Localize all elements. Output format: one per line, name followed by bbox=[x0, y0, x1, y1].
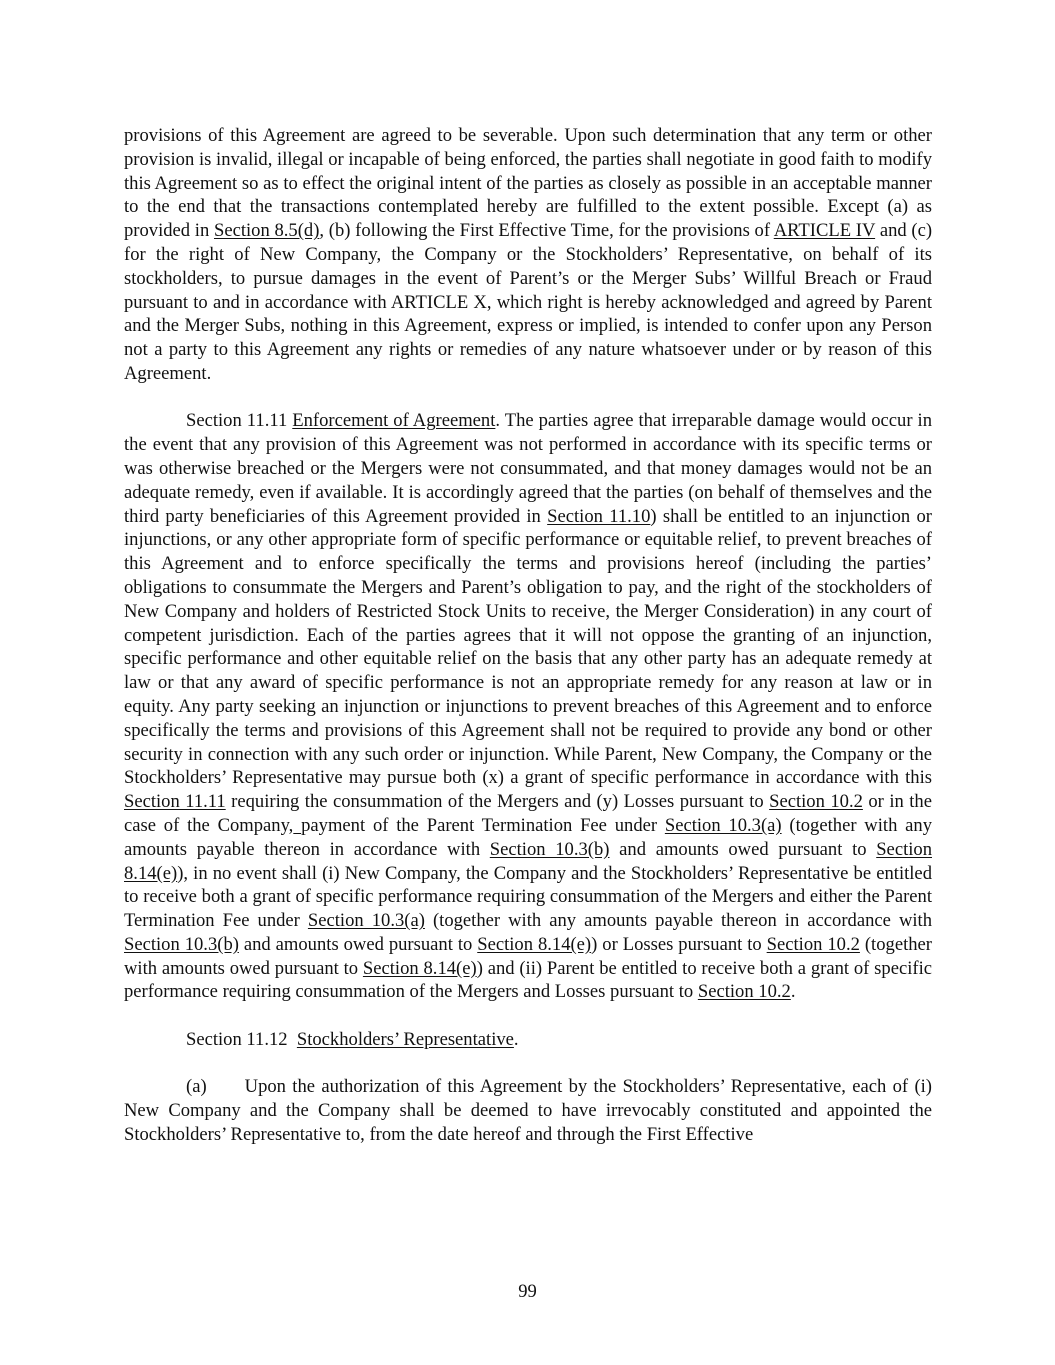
cross-reference: Section 10.2 bbox=[769, 791, 863, 813]
cross-reference: Section 10.3(a) bbox=[307, 910, 425, 932]
section-heading: Enforcement of Agreement bbox=[292, 410, 496, 432]
cross-reference: Section 10.2 bbox=[697, 981, 791, 1003]
cross-reference: Section 8.14(e) bbox=[362, 957, 477, 979]
body-text: and amounts owed pursuant to bbox=[609, 838, 877, 860]
body-text: ), in no event shall (i) New Company, the Company and the Stockholders’ Representative be entitled to receive both a grant of specific performance requiring consummation of the Mergers and either the Parent Termination Fee under bbox=[124, 862, 932, 932]
body-text: . The parties agree that irreparable damage would occur in the event that any provision of this Agreement was not performed in accordance with its specific terms or was otherwise breached or the Mergers were not consummated, and that money damages would not be an adequate remedy, even if available. It is accordingly agreed that the parties (on behalf of themselves and the third party beneficiaries of this Agreement provided in bbox=[124, 410, 933, 527]
body-text: requiring the consummation of the Mergers and (y) Losses pursuant to bbox=[225, 791, 770, 813]
body-text: (together with amounts owed pursuant to bbox=[124, 933, 932, 979]
section-number: Section 11.11 bbox=[186, 410, 293, 432]
body-text: ) or Losses pursuant to bbox=[591, 933, 767, 955]
body-text: payment of the Parent Termination Fee under bbox=[301, 814, 665, 836]
paragraph-severability bbox=[124, 124, 932, 386]
cross-reference: Section 10.3(a) bbox=[664, 814, 782, 836]
cross-reference: Section 11.11 bbox=[124, 791, 226, 813]
body-text: provisions of this Agreement are agreed to be severable. Upon such determination that any term or other provision is invalid, illegal or incapable of being enforced, the parties shall negotiate in good faith to modify this Agreement so as to effect the original intent of the parties as closely as possible in an acceptable manner to the end that the transactions contemplated hereby are fulfilled to the extent possible. Except (a) as provided in bbox=[124, 125, 932, 242]
body-text: and (c) for the right of New Company, the Company or the Stockholders’ Representative, on behalf of its stockholders, to pursue damages in the event of Parent’s or the Merger Subs’ Willful Breach or Fraud pursuant to and in accordance with ARTICLE X, which right is hereby acknowledged and agreed by Parent and the Merger Subs, nothing in this Agreement, express or implied, is intended to confer upon any Person not a party to this Agreement any rights or remedies of any nature whatsoever under or by reason of this Agreement. bbox=[124, 220, 933, 384]
cross-reference: Section 10.2 bbox=[766, 933, 860, 955]
section-11-12-heading bbox=[124, 1028, 932, 1052]
cross-reference: ARTICLE IV bbox=[773, 220, 876, 242]
subsection-a bbox=[124, 1075, 932, 1146]
body-text: Upon the authorization of this Agreement by the Stockholders’ Representative, each of (i) New Company and the Company shall be deemed to have irrevocably constituted and appointed the Stockholders’ Representative to, from the date hereof and through the First Effective bbox=[124, 1076, 932, 1145]
section-heading: Stockholders’ Representative bbox=[296, 1028, 514, 1050]
list-marker: (a) bbox=[186, 1076, 207, 1098]
body-text: (together with any amounts payable thereon in accordance with bbox=[124, 814, 932, 860]
body-text: (together with any amounts payable thereon in accordance with bbox=[424, 910, 932, 932]
cross-reference: Section 8.5(d) bbox=[213, 220, 320, 242]
body-text: ) shall be entitled to an injunction or injunctions, or any other appropriate form of specific performance or equitable relief, to prevent breaches of this Agreement and to enforce specifically the terms and provisions hereof (including the parties’ obligations to consummate the Mergers and Parent’s obligation to pay, and the right of the stockholders of New Company and holders of Restricted Stock Units to receive, the Merger Consideration) in any court of competent jurisdiction. Each of the parties agrees that it will not oppose the granting of an injunction, specific performance and other equitable relief on the basis that any other party has an adequate remedy at law or that any award of specific performance is not an appropriate remedy for any reason at law or in equity. Any party seeking an injunction or injunctions to prevent breaches of this Agreement and to enforce specifically the terms and provisions of this Agreement shall not be required to provide any bond or other security in connection with any such order or injunction. While Parent, New Company, the Company or the Stockholders’ Representative may pursue both (x) a grant of specific performance in accordance with this bbox=[124, 505, 932, 789]
cross-reference: Section 11.10 bbox=[547, 505, 651, 527]
section-11-11-enforcement bbox=[124, 409, 932, 1004]
body-text: and amounts owed pursuant to bbox=[238, 933, 478, 955]
cross-reference: Section 8.14(e) bbox=[124, 838, 932, 884]
page-number: 99 bbox=[518, 1281, 537, 1302]
body-text: , (b) following the First Effective Time, for the provisions of bbox=[319, 220, 774, 242]
document-page bbox=[124, 124, 932, 1147]
cross-reference: Section 10.3(b) bbox=[124, 933, 239, 955]
body-text: ) and (ii) Parent be entitled to receive both a grant of specific performance requiring consummation of the Mergers and Losses pursuant to bbox=[124, 957, 932, 1003]
underlined-space bbox=[293, 815, 301, 836]
body-text: or in the case of the Company, bbox=[124, 791, 932, 836]
section-number: Section 11.12 bbox=[186, 1028, 297, 1050]
body-text: . bbox=[513, 1028, 519, 1050]
cross-reference: Section 10.3(b) bbox=[489, 838, 610, 860]
body-text: . bbox=[790, 981, 796, 1003]
cross-reference: Section 8.14(e) bbox=[477, 933, 592, 955]
